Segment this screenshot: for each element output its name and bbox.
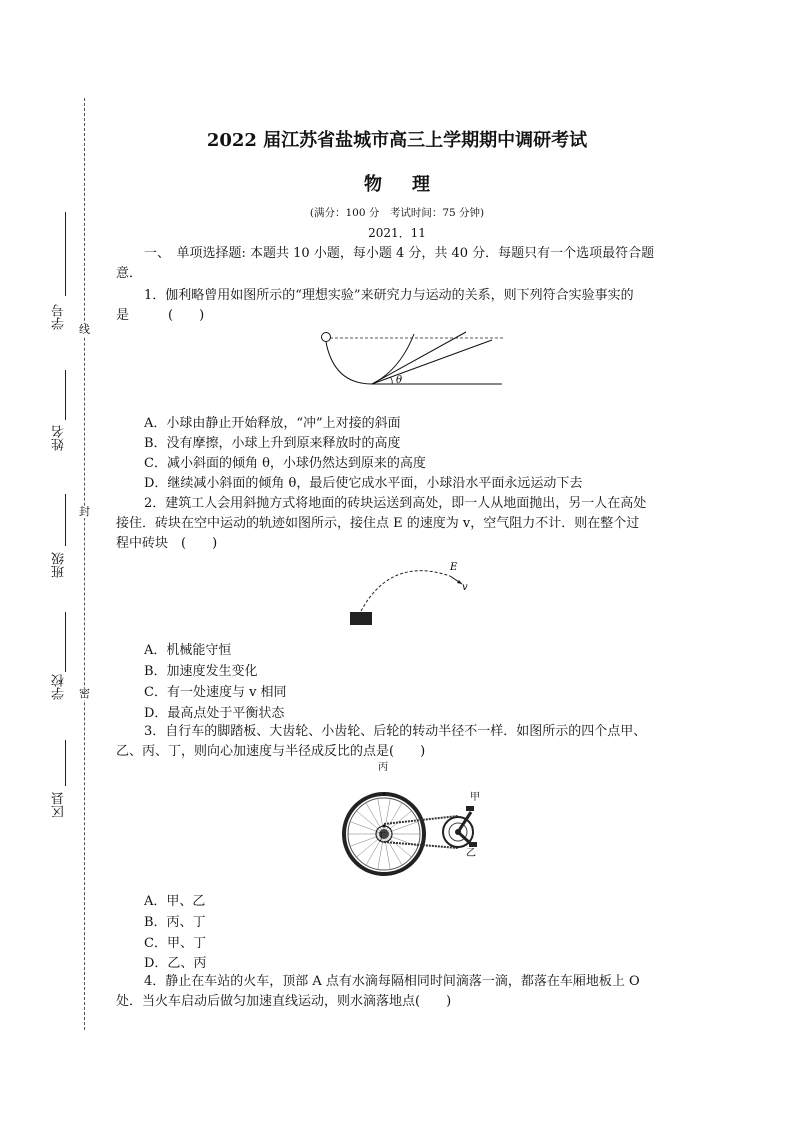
section-heading-line1: 一、 单项选择题: 本题共 10 小题，每小题 4 分，共 40 分．每题只有一个选项最符合题 bbox=[144, 246, 655, 261]
q2-option-b: B．加速度发生变化 bbox=[144, 664, 258, 679]
q2-option-d: D．最高点处于平衡状态 bbox=[144, 706, 285, 721]
wheel-spoke bbox=[356, 811, 384, 834]
page-title: 2022 届江苏省盐城市高三上学期期中调研考试 bbox=[206, 130, 588, 151]
section-heading-line2: 意． bbox=[116, 266, 143, 281]
q1-stem-line2: 是 ( ) bbox=[116, 308, 205, 323]
district-field bbox=[52, 740, 68, 850]
q1-option-b: B．没有摩擦，小球上升到原来释放时的高度 bbox=[144, 436, 401, 451]
q3-point-ding-label: 丁 bbox=[376, 832, 386, 843]
name-field bbox=[52, 370, 68, 470]
binding-mark-line: 线 bbox=[79, 323, 90, 336]
q3-stem-line2: 乙、丙、丁，则向心加速度与半径成反比的点是( ) bbox=[116, 744, 426, 759]
q1-option-d: D．继续减小斜面的倾角 θ，最后使它成水平面，小球沿水平面永远运动下去 bbox=[144, 476, 583, 491]
q3-option-a: A．甲、乙 bbox=[144, 894, 206, 909]
q2-velocity-label: v bbox=[462, 582, 468, 593]
student-number-label: 学号 bbox=[52, 304, 67, 330]
school-line bbox=[65, 612, 66, 672]
q3-point-jia-label: 甲 bbox=[470, 792, 480, 803]
q1-option-c: C．减小斜面的倾角 θ，小球仍然达到原来的高度 bbox=[144, 456, 426, 471]
q3-figure-bicycle bbox=[338, 762, 488, 858]
name-line bbox=[65, 370, 66, 420]
q2-stem-line2: 接住．砖块在空中运动的轨迹如图所示，接住点 E 的速度为 v，空气阻力不计．则在整个过 bbox=[116, 516, 640, 531]
q1-theta-label: θ bbox=[396, 375, 403, 386]
q3-option-d: D．乙、丙 bbox=[144, 956, 207, 971]
name-label: 姓名 bbox=[52, 425, 67, 451]
q2-point-e-label: E bbox=[450, 562, 458, 573]
exam-info: (满分：100 分 考试时间：75 分钟) bbox=[309, 207, 485, 219]
q2-stem-line3: 程中砖块 ( ) bbox=[116, 536, 218, 551]
district-label: 区县 bbox=[52, 792, 67, 818]
q1-option-a: A．小球由静止开始释放，“冲”上对接的斜面 bbox=[144, 416, 401, 431]
q3-point-yi-label: 乙 bbox=[466, 848, 476, 859]
class-line bbox=[65, 494, 66, 546]
q3-option-c: C．甲、丁 bbox=[144, 936, 206, 951]
exam-date: 2021．11 bbox=[368, 226, 426, 240]
q4-stem-line1: 4．静止在车站的火车，顶部 A 点有水滴每隔相同时间滴落一滴，都落在车厢地板上 O bbox=[144, 974, 640, 989]
school-field bbox=[52, 612, 68, 732]
q3-option-b: B．丙、丁 bbox=[144, 915, 206, 930]
q1-stem-line1: 1．伽利略曾用如图所示的“理想实验”来研究力与运动的关系，则下列符合实验事实的 bbox=[144, 288, 634, 303]
q2-option-c: C．有一处速度与 v 相同 bbox=[144, 685, 287, 700]
q3-stem-line1: 3．自行车的脚踏板、大齿轮、小齿轮、后轮的转动半径不一样．如图所示的四个点甲、 bbox=[144, 724, 647, 739]
class-field bbox=[52, 494, 68, 614]
q2-stem-line1: 2．建筑工人会用斜抛方式将地面的砖块运送到高处，即一人从地面抛出，另一人在高处 bbox=[144, 496, 647, 511]
wheel-spoke bbox=[384, 834, 412, 857]
q2-option-a: A．机械能守恒 bbox=[144, 643, 232, 658]
q4-stem-line2: 处．当火车启动后做匀加速直线运动，则水滴落地点( ) bbox=[116, 994, 452, 1009]
class-label: 班级 bbox=[52, 552, 67, 578]
q3-point-bing-label: 丙 bbox=[378, 762, 388, 773]
q1-figure-incline bbox=[316, 328, 506, 392]
q2-figure-trajectory bbox=[346, 556, 486, 630]
district-line bbox=[65, 740, 66, 786]
school-label: 学校 bbox=[52, 674, 67, 700]
binding-mark-seal: 封 bbox=[79, 505, 90, 518]
binding-mark-secret: 密 bbox=[79, 687, 90, 700]
subject-title: 物理 bbox=[364, 174, 460, 195]
